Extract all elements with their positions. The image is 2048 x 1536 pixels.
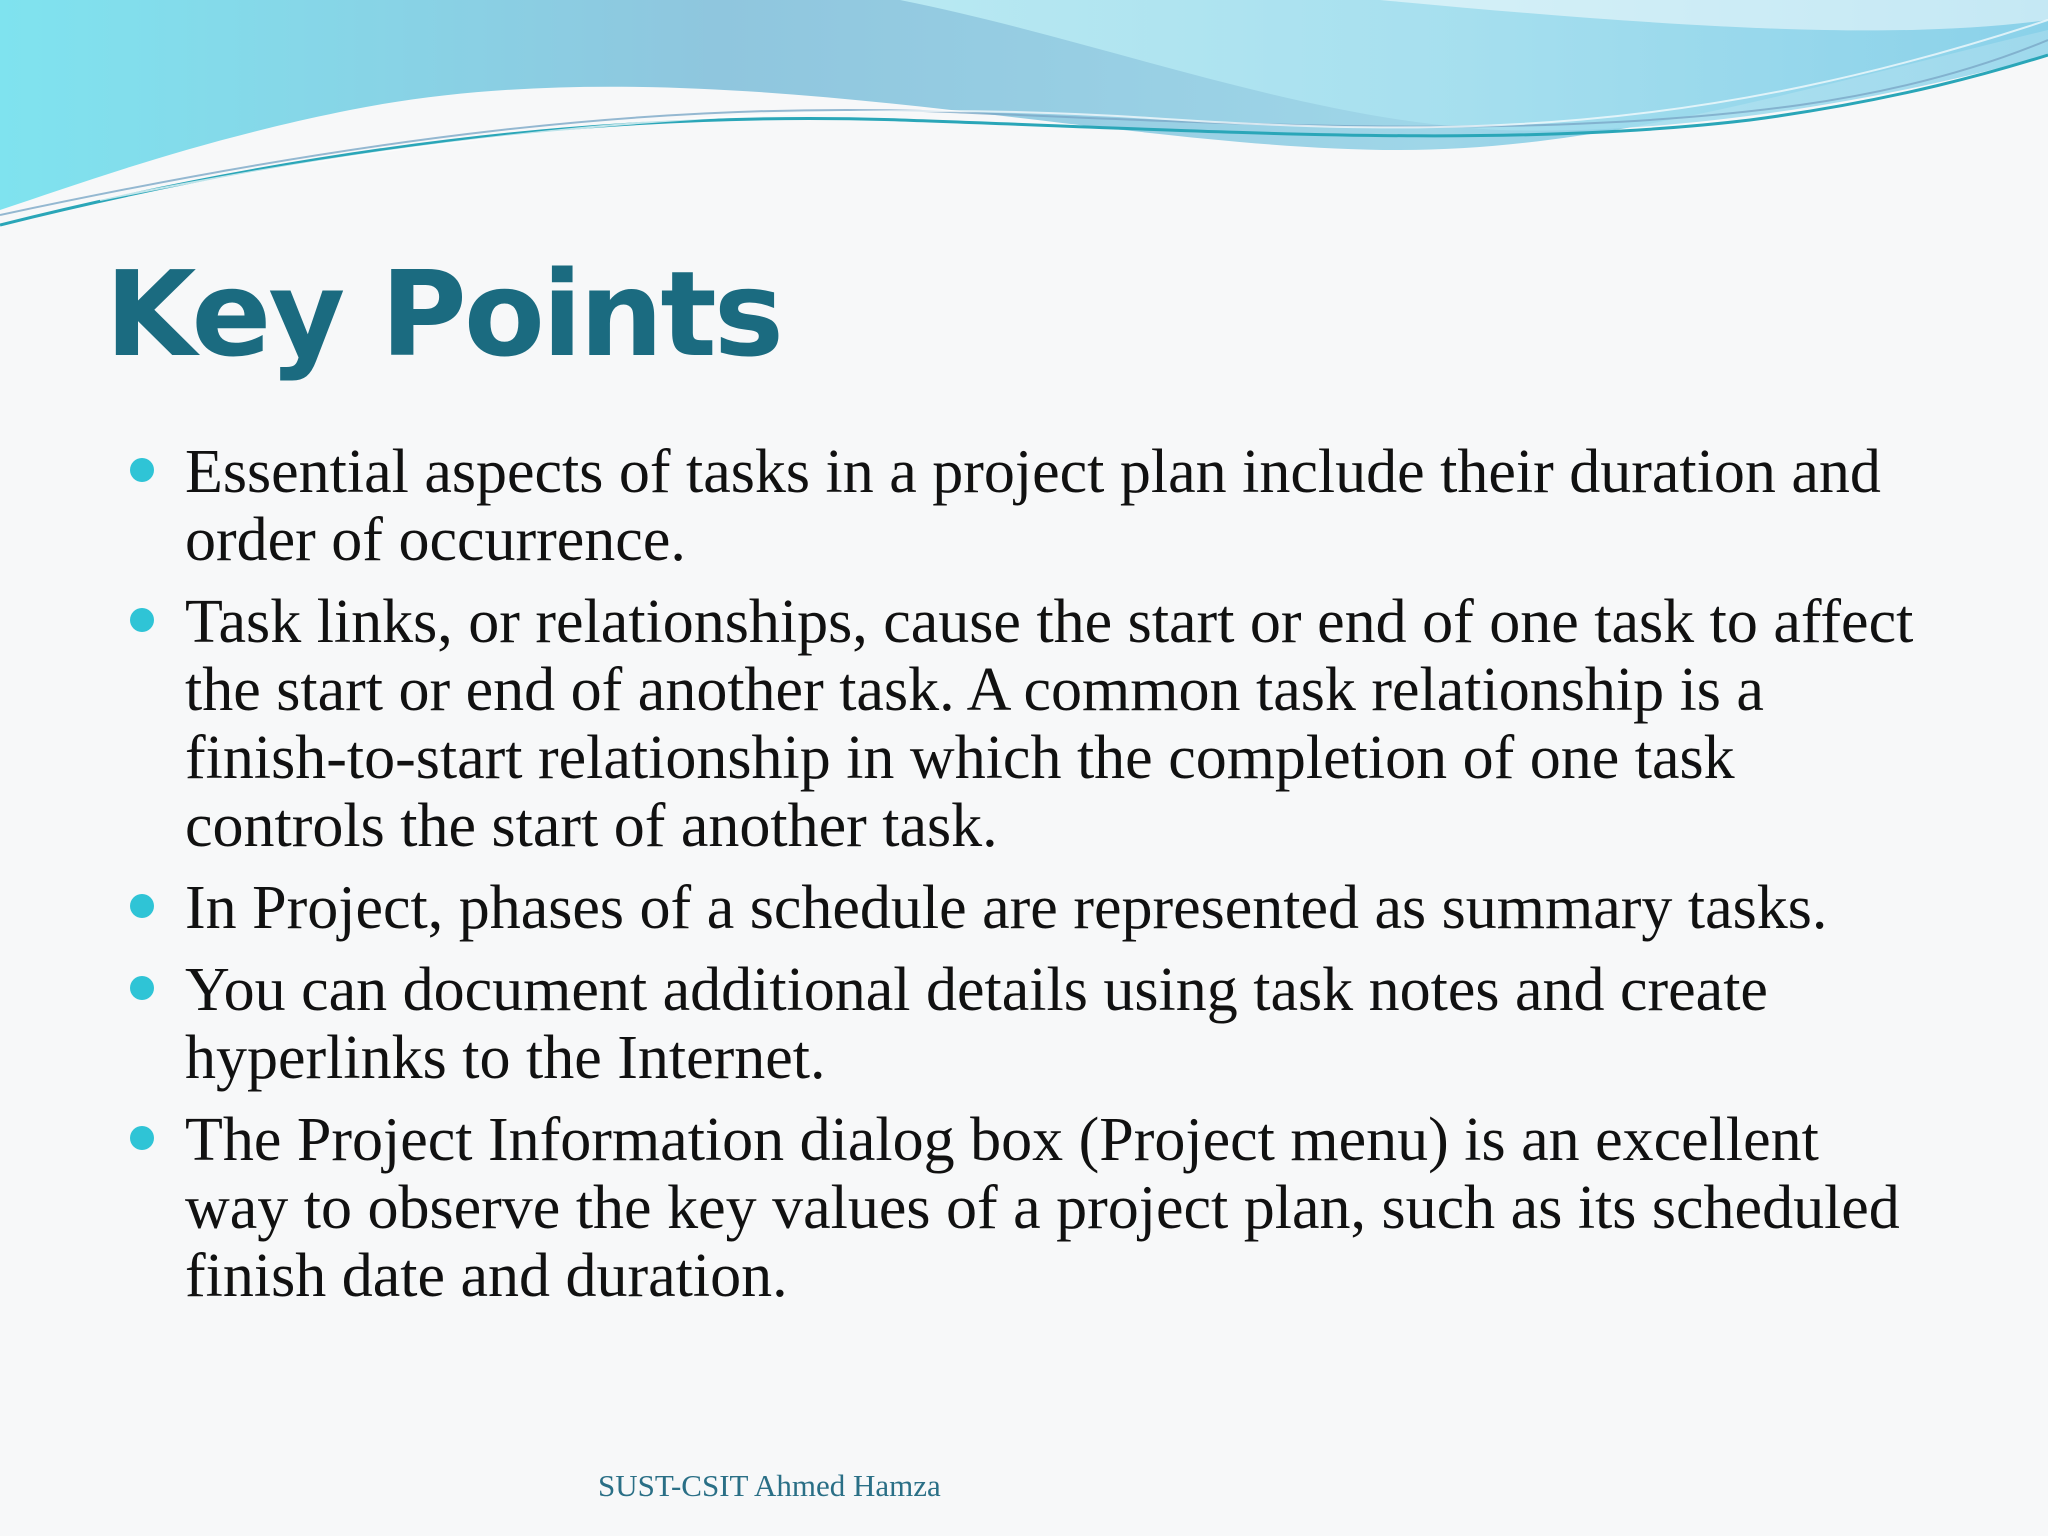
bullet-text: Essential aspects of tasks in a project plan include their duration and order of occurrence. <box>185 438 1881 574</box>
list-item <box>130 1106 1920 1310</box>
bullet-text: In Project, phases of a schedule are represented as summary tasks. <box>185 874 1828 942</box>
list-item <box>130 874 1920 942</box>
slide-footer: SUST-CSIT Ahmed Hamza <box>598 1468 941 1503</box>
bullet-icon <box>130 608 154 632</box>
list-item <box>130 956 1920 1092</box>
bullet-text: The Project Information dialog box (Project menu) is an excellent way to observe the key values of a project plan, such as its scheduled finish date and duration. <box>185 1106 1900 1310</box>
header-wave-decoration <box>0 0 2048 240</box>
list-item <box>130 438 1920 574</box>
slide-title: Key Points <box>105 245 782 383</box>
bullet-icon <box>130 976 154 1000</box>
bullet-text: You can document additional details using task notes and create hyperlinks to the Internet. <box>185 956 1768 1092</box>
bullet-text: Task links, or relationships, cause the start or end of one task to affect the start or end of another task. A common task relationship is a finish-to-start relationship in which the completion of one task controls the start of another task. <box>185 588 1914 860</box>
list-item <box>130 588 1920 860</box>
bullet-icon <box>130 894 154 918</box>
key-points-list <box>130 438 1920 1324</box>
bullet-icon <box>130 1126 154 1150</box>
bullet-icon <box>130 458 154 482</box>
